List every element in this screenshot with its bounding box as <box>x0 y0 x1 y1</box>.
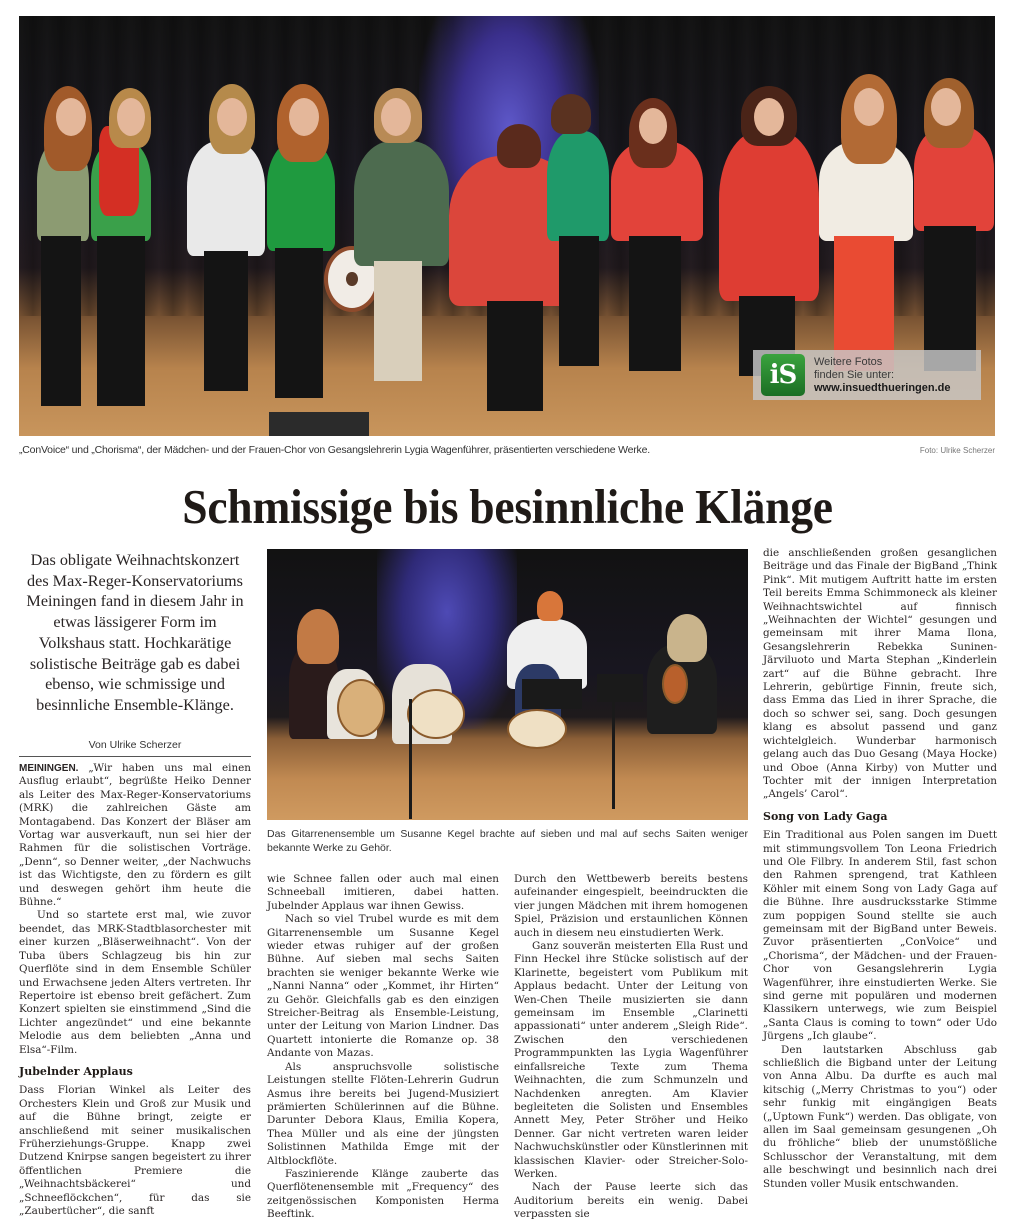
paragraph: Und so startete erst mal, wie zuvor beendet, das MRK-Stadtblasorchester mit einer kurzen „Bläserweihnacht“. Von der Tuba übers Schlagzeug bis hin zur Querflöte sind in dem Ensemble Schüler und Erwachsene jeden Alters vertreten. Ihr Repertoire ist ebenso breit gefächert. Zum Konzert spielten sie einstimmend „Sind die Lichter angezündet“ und eine bekannte Melodie aus dem beliebten „Anna und Elsa“-Film. <box>19 909 251 1056</box>
paragraph: Ganz souverän meisterten Ella Rust und Finn Heckel ihre Stücke solistisch auf der Klarinette, begeistert vom Publikum mit Applaus bedacht. Unter der Leitung von Wen-Chen Theile musizierten sie dann gemeinsam im Ensemble „Clarinetti appassionati“ unter anderem „Sleigh Ride“. Zwischen den verschiedenen Programmpunkten las Lygia Wagenführer einfallsreiche Texte zum Thema Weihnachten, die zum Schmunzeln und Nachdenken anregten. Am Klavier begleiteten die Solisten und Ensembles Annett Mey, Peter Ströher und Heiko Denner. Gar nicht vertreten waren leider Nachwuchskünstler oder Künstlerinnen mit klassischen Klavier- oder Streicher-Solo-Werken. <box>514 940 748 1180</box>
byline: Von Ulrike Scherzer <box>88 739 182 751</box>
paragraph: Als anspruchsvolle solistische Leistungen stellte Flöten-Lehrerin Gudrun Asmus ihre bereits bei Jugend-Musiziert prämierten Schülerinnen auf die Bühne. Darunter Debora Klaus, Emilia Kopera, Thea Müller und als eine der jüngsten Solistinnen Mathilda Emge mit der Altblockflöte. <box>267 1060 499 1167</box>
paragraph <box>19 762 251 909</box>
dateline: MEININGEN. <box>19 763 79 774</box>
paragraph: Durch den Wettbewerb bereits bestens aufeinander eingespielt, beeindruckten die vier jungen Mädchen mit ihrem homogenen Spiel, Präzision und erstaunlichen Können auch in diesem neu einstudierten Werk. <box>514 873 748 939</box>
article-headline: Schmissige bis besinnliche Klänge <box>182 479 833 534</box>
paragraph: Ein Traditional aus Polen sangen im Duett mit stimmungsvollem Ton Leona Friedrich und Ole Filbry. In anderem Stil, fast schon den Rahmen sprengend, trat Kathleen Köhler mit einem Song von Lady Gaga auf die Bühne. Ihre ausdrucksstarke Stimme zum poppigen Sound stellte sie auch gemeinsam mit der BigBand unter Beweis. Zuvor präsentierten „ConVoice“ und „Chorisma“, der Mädchen- und der Frauen-Chor von Gesangslehrerin Lygia Wagenführer, ihre einstudierten Werke. Sie sind gerne mit populären und modernen Klassikern unterwegs, wie zum Beispiel „Santa Claus is coming to town“ oder Udo Jürgens „Ich glaube“. <box>763 829 997 1043</box>
conductor-hair <box>497 124 541 168</box>
article-column-4 <box>763 547 997 1191</box>
paragraph: Nach der Pause leerte sich das Auditorium bereits ein wenig. Dabei verpassten sie <box>514 1181 748 1221</box>
subheading: Song von Lady Gaga <box>763 809 888 823</box>
stage-monitor <box>269 412 369 436</box>
music-stand <box>522 679 582 709</box>
article-lead: Das obligate Weihnachtskonzert des Max-Reger-Konservatoriums Meiningen fand in diesem Jahr in etwas lässigerer Form im Volkshaus statt. Hochkarätige solistische Beiträge gab es dabei ebenso, wie schmissige und besinnliche Ensemble-Klänge. <box>26 551 244 714</box>
badge-text <box>814 356 951 395</box>
singer <box>354 141 449 266</box>
singer-hair <box>551 94 591 134</box>
singer-head <box>289 98 319 136</box>
singer-legs <box>559 236 599 366</box>
guitar <box>662 664 688 704</box>
guitar <box>337 679 385 737</box>
singer-head <box>639 108 667 144</box>
badge-url-link[interactable]: www.insuedthueringen.de <box>814 381 951 394</box>
paragraph: Dass Florian Winkel als Leiter des Orchesters Klein und Groß zur Musik und auf die Bühne bringt, zeigte er anschließend mit seiner musikalischen Früherziehungs-Gruppe. Knapp zwei Dutzend Knirpse sangen begeistert zu ihrer öffentlichen Premiere die „Weihnachtsbäckerei“ und „Schneeflöckchen“, für das sie „Zaubertücher“, die sanft <box>19 1084 251 1217</box>
musician-hair <box>537 591 563 621</box>
singer-legs <box>629 236 681 371</box>
singer-head <box>931 88 961 126</box>
subheading: Jubelnder Applaus <box>19 1064 133 1078</box>
musician-hair <box>297 609 339 664</box>
top-photo-caption: „ConVoice“ und „Chorisma“, der Mädchen- und der Frauen-Chor von Gesangslehrerin Lygia Wagenführer, präsentierten verschiedene Werke. <box>19 444 650 456</box>
singer-legs <box>41 236 81 406</box>
paragraph: wie Schnee fallen oder auch mal einen Schneeball imitieren, dabei hatten. Jubelnder Applaus war ihnen Gewiss. <box>267 873 499 912</box>
singer-head <box>854 88 884 126</box>
mid-photo-caption: Das Gitarrenensemble um Susanne Kegel brachte auf sieben und mal auf sechs Saiten weniger bekannte Werke zu Gehör. <box>267 828 748 854</box>
singer-legs <box>97 236 145 406</box>
article-column-2 <box>267 873 499 1222</box>
paragraph-text: „Wir haben uns mal einen Ausflug erlaubt“, begrüßte Heiko Denner als Leiter des Max-Reger-Konservatoriums (MRK) die zahlreichen Gäste am Montagabend. Das Konzert der Bläser am Vortag war ausverkauft, nun sei hier der Rahmen für die solistischen Vorträge. „Denn“, so Denner weiter, „der Nachwuchs ist das Wichtigste, den zu fördern es gilt und deswegen gehört ihm heute die Bühne.“ <box>19 762 251 909</box>
guitar <box>507 709 567 749</box>
singer <box>719 131 819 301</box>
singer-legs <box>374 261 422 381</box>
paragraph: die anschließenden großen gesanglichen Beiträge und das Finale der BigBand „Think Pink“. Mit mutigem Auftritt hatte im ersten Teil bereits Emma Schimmoneck als kleiner Weihnachtswichtel auf finnisch „Weihnachten der Wichtel“ gesungen und gemeinsam mit ihrer Mama Ilona, Gesangslehrerin Rebekka Suninen-Järviluoto und Marta Stephan „Kinderlein zart“ auf die Bühne gebracht. Ihre Lehrerin, gebürtige Finnin, freute sich, dass Emma das Lied in ihrer Sprache, die doch so schwer sei, sang. Doch gesungen klang es absolut passend und ganz wichtelgleich. Wunderbar harmonisch gelang auch das Duo Gesang (Maya Hocke) und Oboe (Anna Kirby) von Mutter und Tochter mit der innigen Interpretation „Angels’ Carol“. <box>763 547 997 801</box>
musician-hair <box>667 614 707 662</box>
paragraph: Den lautstarken Abschluss gab schließlich die Bigband unter der Leitung von Anna Albu. Da durfte es auch mal kitschig („Merry Christmas to you“) oder sehr funkig mit eingängigen Beats („Uptown Funk“) werden. Das obligate, von allen im Saal gemeinsam gesungenen „Oh du fröhliche“ blieb der unumstößliche Schlusschor der Veranstaltung, mit dem alle beschwingt und besinnlich nach drei Stunden voller Musik entschwanden. <box>763 1043 997 1190</box>
insuedthueringen-logo-icon: iS <box>761 354 805 396</box>
singer-head <box>217 98 247 136</box>
mid-photo-guitar-ensemble <box>267 549 748 820</box>
singer-head <box>117 98 145 136</box>
singer-legs <box>275 248 323 398</box>
singer-head <box>381 98 411 136</box>
singer <box>547 131 609 241</box>
paragraph: Nach so viel Trubel wurde es mit dem Gitarrenensemble um Susanne Kegel wieder etwas ruhiger auf der großen Bühne. Auf sieben mal sechs Saiten brachten sie weniger bekannte Werke wie „Nanni Nanna“ oder „Kommet, ihr Hirten“ zu Gehör. Gleichfalls gab es den einzigen Streicher-Beitrag als Ensemble-Leistung, unter der Leitung von Marion Lindner. Das Quartett intonierte die Romanze op. 38 Andante von Mazas. <box>267 913 499 1060</box>
conductor-legs <box>487 301 543 411</box>
badge-line1: Weitere Fotos <box>814 355 883 368</box>
byline-divider <box>19 756 251 757</box>
paragraph: Faszinierende Klänge zauberte das Querflötenensemble mit „Frequency“ des zeitgenössischen Komponisten Herma Beeftink. <box>267 1167 499 1221</box>
singer <box>187 141 265 256</box>
more-photos-badge[interactable] <box>753 350 981 400</box>
photo-credit: Foto: Ulrike Scherzer <box>919 446 995 455</box>
badge-line2: finden Sie unter: <box>814 368 895 381</box>
article-column-1 <box>19 762 251 1218</box>
music-stand <box>597 674 643 702</box>
mic-stand <box>612 699 615 809</box>
singer-legs <box>204 251 248 391</box>
guitar <box>407 689 465 739</box>
singer-head <box>754 98 784 136</box>
singer-head <box>56 98 86 136</box>
mic-stand <box>409 699 412 819</box>
article-column-3 <box>514 873 748 1222</box>
